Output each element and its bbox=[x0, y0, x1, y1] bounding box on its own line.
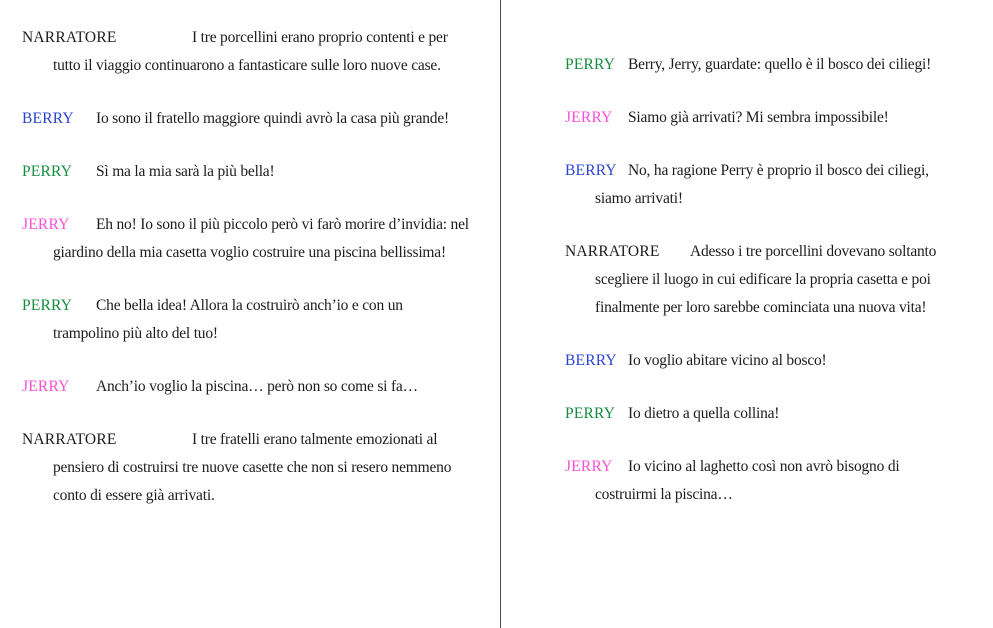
dialogue-cue bbox=[22, 105, 472, 133]
dialogue-text: Io sono il fratello maggiore quindi avrò la casa più grande! bbox=[96, 110, 449, 127]
dialogue-text: Eh no! Io sono il più piccolo però vi farò morire d’invidia: nel giardino della mia casetta voglio costruire una piscina bellissima! bbox=[53, 216, 469, 261]
dialogue-cue bbox=[565, 238, 957, 322]
speaker-name: JERRY bbox=[565, 109, 613, 126]
dialogue-cue bbox=[565, 453, 957, 509]
dialogue-text: No, ha ragione Perry è proprio il bosco dei ciliegi, siamo arrivati! bbox=[595, 162, 929, 207]
speaker-name: NARRATORE bbox=[565, 243, 660, 260]
dialogue-text: Io vicino al laghetto così non avrò bisogno di costruirmi la piscina… bbox=[595, 458, 900, 503]
dialogue-cue bbox=[565, 104, 957, 132]
speaker-name: BERRY bbox=[565, 162, 617, 179]
speaker-name: PERRY bbox=[22, 297, 73, 314]
dialogue-cue bbox=[565, 51, 957, 79]
dialogue-cue bbox=[22, 24, 472, 80]
dialogue-text: Io voglio abitare vicino al bosco! bbox=[628, 352, 827, 369]
script-column-right bbox=[501, 0, 993, 628]
dialogue-text: Siamo già arrivati? Mi sembra impossibile! bbox=[628, 109, 889, 126]
speaker-name: JERRY bbox=[22, 378, 70, 395]
speaker-name: NARRATORE bbox=[22, 29, 117, 46]
dialogue-text: Adesso i tre porcellini dovevano soltanto scegliere il luogo in cui edificare la propria casetta e poi finalmente per loro sarebbe cominciata una nuova vita! bbox=[595, 243, 937, 316]
speaker-name: JERRY bbox=[22, 216, 70, 233]
speaker-name: NARRATORE bbox=[22, 431, 117, 448]
dialogue-text: Che bella idea! Allora la costruirò anch’io e con un trampolino più alto del tuo! bbox=[53, 297, 403, 342]
speaker-name: PERRY bbox=[565, 56, 616, 73]
dialogue-cue bbox=[22, 158, 472, 186]
dialogue-text: Io dietro a quella collina! bbox=[628, 405, 780, 422]
speaker-name: BERRY bbox=[22, 110, 74, 127]
dialogue-cue bbox=[22, 426, 472, 510]
dialogue-cue bbox=[565, 347, 957, 375]
dialogue-cue bbox=[22, 373, 472, 401]
dialogue-cue bbox=[565, 157, 957, 213]
dialogue-text: Sì ma la mia sarà la più bella! bbox=[96, 163, 275, 180]
dialogue-text: Berry, Jerry, guardate: quello è il bosco dei ciliegi! bbox=[628, 56, 932, 73]
speaker-name: PERRY bbox=[22, 163, 73, 180]
dialogue-cue bbox=[565, 400, 957, 428]
speaker-name: JERRY bbox=[565, 458, 613, 475]
dialogue-cue bbox=[22, 292, 472, 348]
speaker-name: PERRY bbox=[565, 405, 616, 422]
dialogue-text: I tre fratelli erano talmente emozionati al pensiero di costruirsi tre nuove casette che non si resero nemmeno conto di essere già arrivati. bbox=[53, 431, 452, 504]
dialogue-cue bbox=[22, 211, 472, 267]
speaker-name: BERRY bbox=[565, 352, 617, 369]
dialogue-text: Anch’io voglio la piscina… però non so come si fa… bbox=[96, 378, 418, 395]
dialogue-text: I tre porcellini erano proprio contenti e per tutto il viaggio continuarono a fantasticare sulle loro nuove case. bbox=[53, 29, 448, 74]
